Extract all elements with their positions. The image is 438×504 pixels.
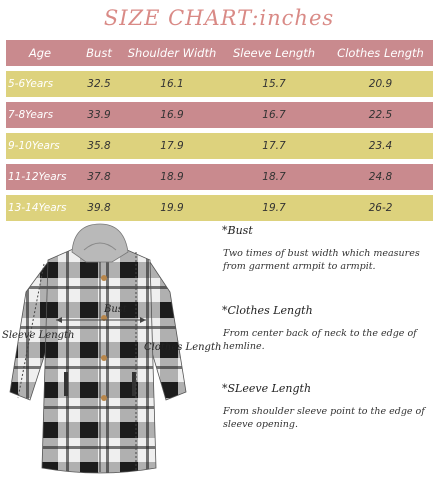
bust-description-heading: *Bust	[222, 224, 253, 237]
row-sleeve: 18.7	[262, 171, 286, 183]
row-age: 5-6Years	[8, 78, 54, 90]
table-header-row	[6, 40, 433, 66]
row-sleeve: 15.7	[262, 78, 286, 90]
sleeve-length-description-heading: *SLeeve Length	[222, 382, 312, 395]
clothes-length-description	[222, 304, 434, 353]
table-row	[6, 133, 433, 159]
sleeve-length-label: Sleeve Length	[2, 330, 75, 341]
plaid-jacket-image	[0, 222, 215, 500]
header-bust: Bust	[86, 46, 112, 60]
table-row	[6, 102, 433, 128]
header-age: Age	[28, 46, 52, 60]
row-clothes: 23.4	[368, 140, 393, 152]
clothes-length-description-text: From center back of neck to the edge of hemline.	[223, 328, 417, 352]
row-sleeve: 16.7	[262, 109, 286, 121]
table-row	[6, 164, 433, 190]
row-shoulder: 16.9	[160, 109, 184, 121]
table-row	[6, 195, 433, 221]
clothes-length-description-heading: *Clothes Length	[222, 304, 313, 317]
row-bust: 39.8	[87, 202, 111, 214]
sleeve-length-description	[222, 382, 434, 431]
clothes-length-label: Clothes Length	[144, 342, 222, 353]
bust-description-text: Two times of bust width which measures from garment armpit to armpit.	[223, 248, 420, 272]
row-age: 13-14Years	[8, 202, 67, 214]
table-row	[6, 71, 433, 97]
row-shoulder: 17.9	[160, 140, 184, 152]
row-clothes: 24.8	[368, 171, 393, 183]
button-icon	[101, 275, 107, 281]
row-sleeve: 17.7	[262, 140, 286, 152]
bust-label: Bust	[104, 304, 127, 315]
row-age: 11-12Years	[8, 171, 67, 183]
bust-description	[222, 224, 434, 273]
row-sleeve: 19.7	[262, 202, 286, 214]
sleeve-length-description-text: From shoulder sleeve point to the edge of sleeve opening.	[223, 406, 425, 430]
row-clothes: 26-2	[368, 202, 393, 214]
header-shoulder-width: Shoulder Width	[127, 46, 217, 60]
row-shoulder: 18.9	[160, 171, 184, 183]
row-clothes: 22.5	[368, 109, 393, 121]
size-table	[6, 40, 433, 226]
row-shoulder: 19.9	[160, 202, 184, 214]
size-chart-title: SIZE CHART:inches	[103, 6, 335, 30]
jacket-illustration	[0, 222, 222, 500]
row-shoulder: 16.1	[160, 78, 184, 90]
row-bust: 37.8	[87, 171, 111, 183]
header-clothes-length: Clothes Length	[337, 46, 424, 60]
row-bust: 32.5	[87, 78, 111, 90]
header-sleeve-length: Sleeve Length	[232, 46, 316, 60]
row-age: 7-8Years	[8, 109, 54, 121]
row-bust: 33.9	[87, 109, 111, 121]
row-age: 9-10Years	[8, 140, 60, 152]
row-clothes: 20.9	[368, 78, 393, 90]
row-bust: 35.8	[87, 140, 111, 152]
